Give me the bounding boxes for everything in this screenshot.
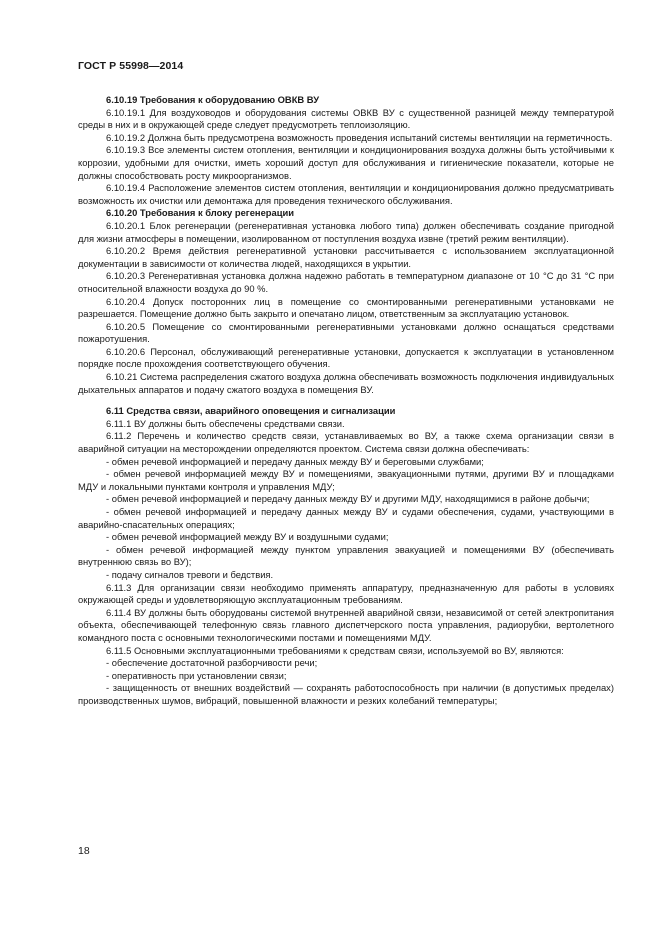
paragraph: - обмен речевой информацией между пунктом управления эвакуацией и помещениями ВУ (обеспечивать внутреннюю связь во ВУ); xyxy=(78,543,614,568)
section-heading: 6.11 Средства связи, аварийного оповещения и сигнализации xyxy=(106,405,396,417)
paragraph: 6.10.19.3 Все элементы систем отопления, вентиляции и кондиционирования воздуха должны быть устойчивыми к коррозии, удобными для очистки, иметь хороший доступ для обслуживания и гигиенические показатели, которые не должны способствовать росту микроорганизмов. xyxy=(78,144,614,181)
section-heading: 6.10.20 Требования к блоку регенерации xyxy=(106,207,295,219)
paragraph: 6.10.20.1 Блок регенерации (регенеративная установка любого типа) должен обеспечивать создание пригодной для жизни атмосферы в помещении, изолированном от поступления воздуха извне (третий режим вентиляции). xyxy=(78,219,614,244)
paragraph: 6.10.20.4 Допуск посторонних лиц в помещение со смонтированными регенеративными установками не разрешается. Помещение должно быть закрыто и опечатано лицом, ответственным за эксплуатацию установок. xyxy=(78,295,614,320)
paragraph: 6.11.1 ВУ должны быть обеспечены средствами связи. xyxy=(106,417,345,429)
paragraph: - обмен речевой информацией и передачу данных между ВУ и береговыми службами; xyxy=(106,455,484,467)
document-header: ГОСТ Р 55998—2014 xyxy=(78,60,184,72)
paragraph: 6.10.19.4 Расположение элементов систем отопления, вентиляции и кондиционирования должно предусматривать возможность их очистки или демонтажа для проведения технического обслуживания. xyxy=(78,182,614,206)
paragraph: 6.10.19.1 Для воздуховодов и оборудования системы ОВКВ ВУ с существенной разницей между температурой среды в них и в окружающей среде следует предусмотреть теплоизоляцию. xyxy=(78,106,614,131)
paragraph: 6.11.3 Для организации связи необходимо применять аппаратуру, предназначенную для работы в условиях окружающей среды и удовлетворяющую эксплуатационным требованиям. xyxy=(78,581,614,606)
paragraph: - подачу сигналов тревоги и бедствия. xyxy=(106,568,274,580)
paragraph: 6.10.20.3 Регенеративная установка должна надежно работать в температурном диапазоне от 10 °С до 31 °С при относительной влажности воздуха до 90 %. xyxy=(78,270,614,294)
paragraph: 6.10.19.2 Должна быть предусмотрена возможность проведения испытаний системы вентиляции на герметичность. xyxy=(106,131,613,143)
paragraph: - оперативность при установлении связи; xyxy=(106,669,287,681)
paragraph: - обмен речевой информацией и передачу данных между ВУ и судами обеспечения, судами, участвующими в аварийно-спасательных операциях; xyxy=(78,506,614,530)
paragraph: - обмен речевой информацией между ВУ и помещениями, эвакуационными путями, другими ВУ и площадками МДУ и локальными пунктами контроля и управления МДУ; xyxy=(78,468,614,492)
paragraph: 6.10.21 Система распределения сжатого воздуха должна обеспечивать возможность подключения индивидуальных дыхательных аппаратов и подачу сжатого воздуха в помещения ВУ. xyxy=(78,371,614,395)
paragraph: 6.10.20.5 Помещение со смонтированными регенеративными установками должно оснащаться средствами пожаротушения. xyxy=(78,320,614,345)
document-body xyxy=(78,94,614,708)
paragraph: 6.11.5 Основными эксплуатационными требованиями к средствам связи, используемой во ВУ, являются: xyxy=(106,644,564,656)
paragraph: 6.11.4 ВУ должны быть оборудованы системой внутренней аварийной связи, независимой от сетей электропитания объекта, обеспечивающей телефонную связь главного диспетчерского поста управления, радиорубки, вертолетного командного поста с основными технологическими постами и помещениями МДУ. xyxy=(78,606,614,643)
section-gap xyxy=(78,396,614,405)
paragraph: 6.10.20.2 Время действия регенеративной установки рассчитывается с использованием эксплуатационной документации в зависимости от количества людей, находящихся в укрытии. xyxy=(78,245,614,269)
paragraph: - обмен речевой информацией между ВУ и воздушными судами; xyxy=(106,531,389,543)
paragraph: - обмен речевой информацией и передачу данных между ВУ и другими МДУ, находящимися в районе добычи; xyxy=(106,493,590,505)
paragraph: - защищенность от внешних воздействий — сохранять работоспособность при наличии (в допустимых пределах) производственных шумов, вибраций, повышенной влажности и резких колебаний температуры; xyxy=(78,682,614,706)
paragraph: - обеспечение достаточной разборчивости речи; xyxy=(106,657,318,669)
page-number: 18 xyxy=(78,845,90,857)
paragraph: 6.11.2 Перечень и количество средств связи, устанавливаемых во ВУ, а также схема организации связи в аварийной ситуации на месторождении определяются проектом. Система связи должна обеспечивать: xyxy=(78,430,614,455)
section-heading: 6.10.19 Требования к оборудованию ОВКВ ВУ xyxy=(106,94,320,105)
paragraph: 6.10.20.6 Персонал, обслуживающий регенеративные установки, допускается к эксплуатации в установленном порядке после прохождения соответствующего обучения. xyxy=(78,345,614,370)
